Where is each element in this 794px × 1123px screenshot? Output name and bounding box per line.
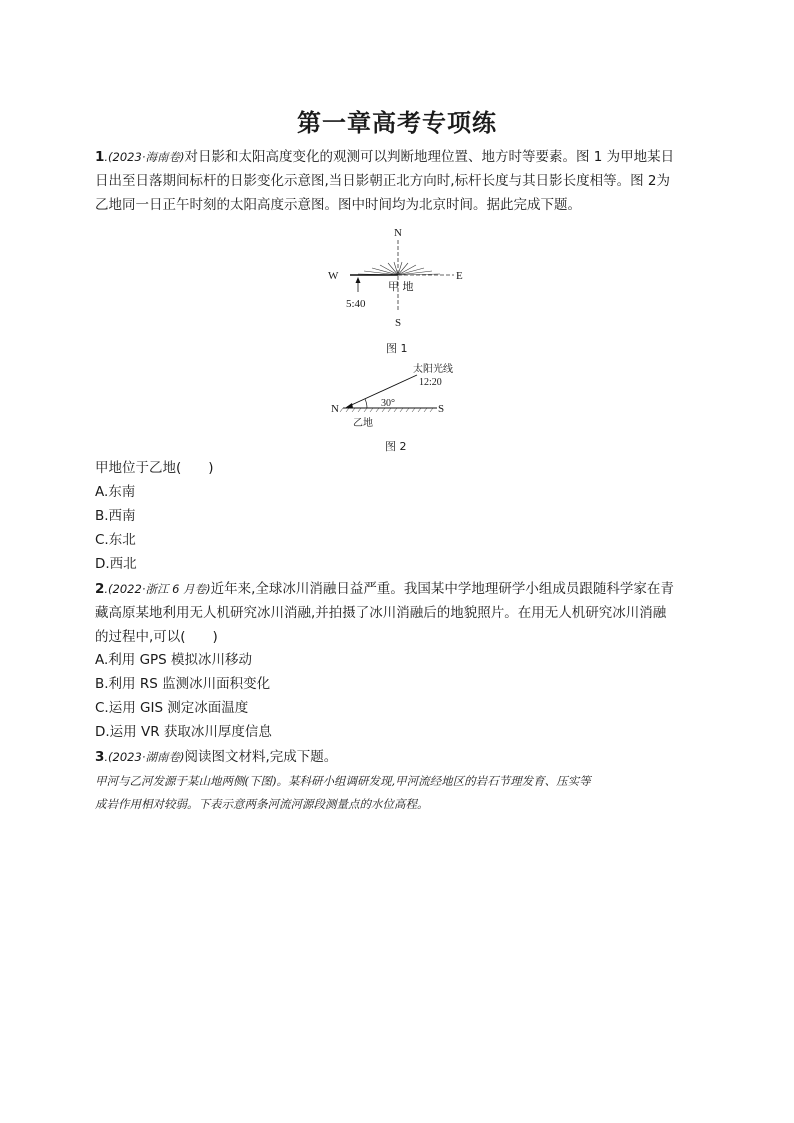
fig2-north-label: N: [331, 403, 339, 415]
fig1-east-label: E: [456, 270, 463, 282]
q3-material-line2: 成岩作用相对较弱。下表示意两条河流河源段测量点的水位高程。: [95, 797, 429, 811]
q3-line1: 阅读图文材料,完成下题。: [184, 749, 338, 765]
q2-option-c[interactable]: C.运用 GIS 测定冰面温度: [95, 700, 249, 716]
q2-option-d[interactable]: D.运用 VR 获取冰川厚度信息: [95, 724, 272, 740]
fig2-angle-label: 30°: [381, 398, 395, 409]
page-title: 第一章高考专项练: [297, 109, 497, 137]
fig2-caption: 图 2: [385, 440, 407, 453]
q1-option-d[interactable]: D.西北: [95, 556, 137, 572]
fig2-time-label: 12:20: [419, 377, 442, 388]
q2-option-b[interactable]: B.利用 RS 监测冰川面积变化: [95, 676, 271, 692]
q2-option-a[interactable]: A.利用 GPS 模拟冰川移动: [95, 652, 253, 668]
fig1-caption: 图 1: [386, 342, 408, 355]
fig2-ray-label: 太阳光线: [413, 364, 453, 375]
q1-number: 1: [95, 149, 105, 165]
fig1-north-label: N: [394, 227, 402, 239]
fig1-time-label: 5:40: [346, 298, 366, 310]
q2-text-line3: 的过程中,可以( ): [95, 629, 218, 645]
q1-stem: 甲地位于乙地( ): [95, 460, 214, 476]
q1-source: .(2023·海南卷): [104, 150, 185, 164]
q1-text-line1: [95, 145, 705, 169]
q1-option-b[interactable]: B.西南: [95, 508, 136, 524]
figure-2: [325, 360, 465, 455]
q1-text-line2: 日出至日落期间标杆的日影变化示意图,当日影朝正北方向时,标杆长度与其日影长度相等。图 2为: [95, 173, 670, 189]
fig1-place-label: 甲 地: [388, 280, 414, 293]
q3-material-line1: 甲河与乙河发源于某山地两侧(下图)。某科研小组调研发现,甲河流经地区的岩石节理发育、压实等: [95, 774, 591, 788]
q3-text-line1: [95, 745, 705, 769]
q2-number: 2: [95, 581, 105, 597]
q3-source: .(2023·湖南卷): [104, 750, 185, 764]
q1-option-c[interactable]: C.东北: [95, 532, 136, 548]
q1-text-line3: 乙地同一日正午时刻的太阳高度示意图。图中时间均为北京时间。据此完成下题。: [95, 197, 581, 213]
q2-line1: 近年来,全球冰川消融日益严重。我国某中学地理研学小组成员跟随科学家在青: [210, 581, 674, 597]
q3-number: 3: [95, 749, 105, 765]
figure-1: [320, 222, 480, 357]
fig1-south-label: S: [395, 317, 402, 329]
q2-source: .(2022·浙江 6 月卷): [104, 582, 211, 596]
q1-line1: 对日影和太阳高度变化的观测可以判断地理位置、地方时等要素。图 1 为甲地某日: [184, 149, 675, 165]
fig1-west-label: W: [328, 270, 339, 282]
q2-text-line1: [95, 577, 705, 601]
q1-option-a[interactable]: A.东南: [95, 484, 136, 500]
fig2-place-label: 乙地: [353, 418, 373, 429]
q2-text-line2: 藏高原某地利用无人机研究冰川消融,并拍摄了冰川消融后的地貌照片。在用无人机研究冰川消融: [95, 605, 667, 621]
fig2-south-label: S: [438, 403, 445, 415]
